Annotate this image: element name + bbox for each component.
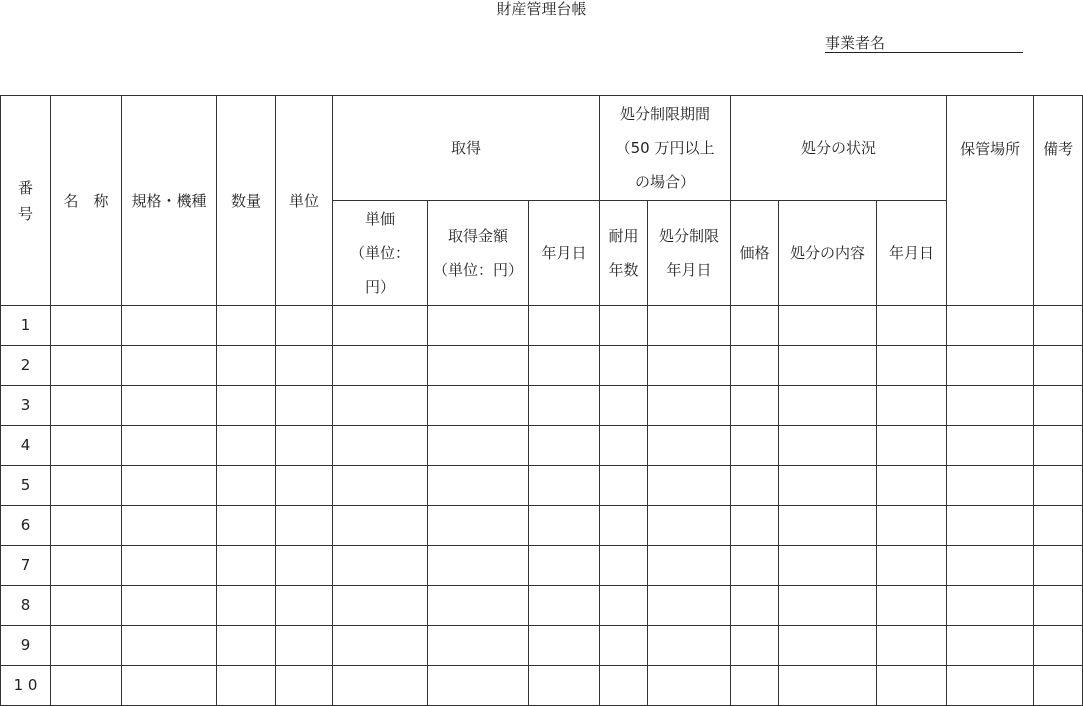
table-cell[interactable] — [731, 466, 779, 506]
table-cell[interactable] — [600, 586, 648, 626]
table-cell[interactable] — [947, 626, 1034, 666]
table-cell[interactable] — [529, 306, 600, 346]
table-cell[interactable] — [731, 506, 779, 546]
table-cell[interactable] — [217, 546, 276, 586]
table-cell[interactable] — [877, 426, 947, 466]
header-useful-life: 耐用 年数 — [600, 201, 648, 306]
table-cell[interactable] — [947, 386, 1034, 426]
table-cell[interactable] — [529, 666, 600, 706]
row-number: 5 — [1, 466, 51, 506]
table-cell[interactable] — [217, 626, 276, 666]
header-spec: 規格・機種 — [122, 96, 217, 306]
document-title: 財産管理台帳 — [496, 0, 587, 18]
table-cell[interactable] — [648, 426, 731, 466]
table-cell[interactable] — [947, 346, 1034, 386]
table-cell[interactable] — [51, 346, 122, 386]
table-cell[interactable] — [122, 586, 217, 626]
table-cell[interactable] — [51, 426, 122, 466]
header-remarks: 備考 — [1034, 96, 1083, 306]
table-cell[interactable] — [600, 346, 648, 386]
table-cell[interactable] — [529, 426, 600, 466]
table-cell[interactable] — [333, 466, 428, 506]
table-cell[interactable] — [428, 346, 529, 386]
header-quantity: 数量 — [217, 96, 276, 306]
table-cell[interactable] — [529, 506, 600, 546]
table-cell[interactable] — [333, 546, 428, 586]
table-cell[interactable] — [428, 506, 529, 546]
table-cell[interactable] — [122, 346, 217, 386]
table-cell[interactable] — [877, 466, 947, 506]
table-cell[interactable] — [529, 546, 600, 586]
table-cell[interactable] — [648, 506, 731, 546]
row-number: 9 — [1, 626, 51, 666]
header-limit-date: 処分制限 年月日 — [648, 201, 731, 306]
table-cell[interactable] — [779, 506, 877, 546]
table-cell[interactable] — [51, 546, 122, 586]
table-cell[interactable] — [51, 666, 122, 706]
table-row — [1, 306, 1083, 346]
table-row — [1, 626, 1083, 666]
table-cell[interactable] — [947, 586, 1034, 626]
table-row — [1, 666, 1083, 706]
table-cell[interactable] — [333, 306, 428, 346]
row-number: 4 — [1, 426, 51, 466]
table-row — [1, 466, 1083, 506]
table-cell[interactable] — [428, 666, 529, 706]
table-cell[interactable] — [217, 506, 276, 546]
table-cell[interactable] — [428, 426, 529, 466]
table-cell[interactable] — [731, 426, 779, 466]
table-row — [1, 506, 1083, 546]
table-cell[interactable] — [122, 506, 217, 546]
table-cell[interactable] — [276, 666, 333, 706]
table-cell[interactable] — [333, 426, 428, 466]
header-disposal-content: 処分の内容 — [779, 201, 877, 306]
table-cell[interactable] — [648, 626, 731, 666]
table-cell[interactable] — [648, 666, 731, 706]
ledger-body — [1, 306, 1083, 706]
table-cell[interactable] — [333, 626, 428, 666]
table-cell[interactable] — [333, 666, 428, 706]
table-cell[interactable] — [529, 346, 600, 386]
table-row — [1, 386, 1083, 426]
table-cell[interactable] — [333, 346, 428, 386]
table-cell[interactable] — [779, 386, 877, 426]
table-cell[interactable] — [51, 306, 122, 346]
table-cell[interactable] — [1034, 306, 1083, 346]
table-cell[interactable] — [947, 306, 1034, 346]
table-cell[interactable] — [122, 666, 217, 706]
table-cell[interactable] — [51, 586, 122, 626]
table-cell[interactable] — [276, 466, 333, 506]
table-cell[interactable] — [947, 466, 1034, 506]
row-number: 7 — [1, 546, 51, 586]
table-cell[interactable] — [1034, 466, 1083, 506]
table-cell[interactable] — [1034, 506, 1083, 546]
table-cell[interactable] — [877, 306, 947, 346]
table-cell[interactable] — [877, 586, 947, 626]
table-cell[interactable] — [947, 666, 1034, 706]
table-cell[interactable] — [731, 546, 779, 586]
table-cell[interactable] — [600, 666, 648, 706]
table-cell[interactable] — [779, 346, 877, 386]
table-cell[interactable] — [600, 426, 648, 466]
table-cell[interactable] — [122, 426, 217, 466]
table-cell[interactable] — [779, 466, 877, 506]
table-cell[interactable] — [276, 586, 333, 626]
table-cell[interactable] — [947, 506, 1034, 546]
table-cell[interactable] — [731, 626, 779, 666]
table-cell[interactable] — [877, 386, 947, 426]
row-number: 6 — [1, 506, 51, 546]
table-row — [1, 586, 1083, 626]
table-cell[interactable] — [276, 626, 333, 666]
table-cell[interactable] — [1034, 386, 1083, 426]
table-cell[interactable] — [731, 346, 779, 386]
header-acquisition-amount: 取得金額 （単位：円） — [428, 201, 529, 306]
table-cell[interactable] — [217, 466, 276, 506]
row-number: 2 — [1, 346, 51, 386]
table-cell[interactable] — [779, 306, 877, 346]
table-cell[interactable] — [947, 426, 1034, 466]
table-row — [1, 346, 1083, 386]
table-cell[interactable] — [1034, 346, 1083, 386]
header-disposal-status: 処分の状況 — [731, 96, 947, 201]
table-row — [1, 426, 1083, 466]
table-cell[interactable] — [276, 546, 333, 586]
table-cell[interactable] — [600, 466, 648, 506]
table-cell[interactable] — [877, 546, 947, 586]
table-cell[interactable] — [648, 306, 731, 346]
table-cell[interactable] — [1034, 666, 1083, 706]
table-cell[interactable] — [217, 586, 276, 626]
table-cell[interactable] — [428, 466, 529, 506]
table-cell[interactable] — [779, 586, 877, 626]
table-cell[interactable] — [428, 546, 529, 586]
table-cell[interactable] — [276, 386, 333, 426]
header-disposal-limit: 処分制限期間 （50 万円以上 の場合） — [600, 96, 731, 201]
table-cell[interactable] — [217, 386, 276, 426]
table-cell[interactable] — [529, 466, 600, 506]
table-cell[interactable] — [276, 506, 333, 546]
table-cell[interactable] — [217, 346, 276, 386]
table-cell[interactable] — [428, 626, 529, 666]
table-cell[interactable] — [217, 306, 276, 346]
table-cell[interactable] — [648, 586, 731, 626]
table-cell[interactable] — [529, 626, 600, 666]
asset-ledger-table — [0, 95, 1083, 706]
header-storage: 保管場所 — [947, 96, 1034, 306]
table-cell[interactable] — [122, 466, 217, 506]
row-number: 3 — [1, 386, 51, 426]
table-cell[interactable] — [600, 386, 648, 426]
table-cell[interactable] — [1034, 426, 1083, 466]
table-cell[interactable] — [122, 306, 217, 346]
row-number: 1 0 — [1, 666, 51, 706]
table-cell[interactable] — [428, 306, 529, 346]
table-cell[interactable] — [276, 346, 333, 386]
table-cell[interactable] — [779, 626, 877, 666]
table-cell[interactable] — [122, 386, 217, 426]
row-number: 8 — [1, 586, 51, 626]
table-cell[interactable] — [1034, 626, 1083, 666]
table-cell[interactable] — [779, 426, 877, 466]
table-cell[interactable] — [529, 386, 600, 426]
table-cell[interactable] — [529, 586, 600, 626]
header-unit-price: 単価 （単位： 円） — [333, 201, 428, 306]
table-cell[interactable] — [600, 626, 648, 666]
table-cell[interactable] — [877, 666, 947, 706]
table-cell[interactable] — [648, 386, 731, 426]
table-cell[interactable] — [51, 506, 122, 546]
table-cell[interactable] — [731, 666, 779, 706]
table-cell[interactable] — [731, 386, 779, 426]
table-row — [1, 546, 1083, 586]
table-cell[interactable] — [1034, 586, 1083, 626]
table-cell[interactable] — [333, 506, 428, 546]
table-cell[interactable] — [600, 306, 648, 346]
table-cell[interactable] — [217, 426, 276, 466]
table-cell[interactable] — [877, 506, 947, 546]
table-cell[interactable] — [333, 386, 428, 426]
header-number: 番 号 — [1, 96, 51, 306]
table-cell[interactable] — [947, 546, 1034, 586]
table-cell[interactable] — [1034, 546, 1083, 586]
table-cell[interactable] — [51, 466, 122, 506]
table-cell[interactable] — [276, 426, 333, 466]
table-cell[interactable] — [877, 626, 947, 666]
header-acquisition-date: 年月日 — [529, 201, 600, 306]
table-cell[interactable] — [333, 586, 428, 626]
header-disposal-price: 価格 — [731, 201, 779, 306]
operator-name-label: 事業者名 — [825, 34, 886, 52]
table-cell[interactable] — [122, 546, 217, 586]
table-cell[interactable] — [731, 586, 779, 626]
header-unit: 単位 — [276, 96, 333, 306]
table-cell[interactable] — [428, 386, 529, 426]
row-number: 1 — [1, 306, 51, 346]
table-cell[interactable] — [731, 306, 779, 346]
table-cell[interactable] — [648, 466, 731, 506]
table-cell[interactable] — [51, 626, 122, 666]
table-cell[interactable] — [877, 346, 947, 386]
table-cell[interactable] — [428, 586, 529, 626]
table-cell[interactable] — [779, 666, 877, 706]
table-cell[interactable] — [122, 626, 217, 666]
table-cell[interactable] — [648, 346, 731, 386]
table-cell[interactable] — [600, 506, 648, 546]
table-cell[interactable] — [648, 546, 731, 586]
header-acquisition: 取得 — [333, 96, 600, 201]
table-cell[interactable] — [600, 546, 648, 586]
header-disposal-date: 年月日 — [877, 201, 947, 306]
table-cell[interactable] — [276, 306, 333, 346]
header-name: 名 称 — [51, 96, 122, 306]
table-cell[interactable] — [217, 666, 276, 706]
table-cell[interactable] — [779, 546, 877, 586]
table-cell[interactable] — [51, 386, 122, 426]
operator-name-field[interactable] — [825, 34, 1023, 53]
